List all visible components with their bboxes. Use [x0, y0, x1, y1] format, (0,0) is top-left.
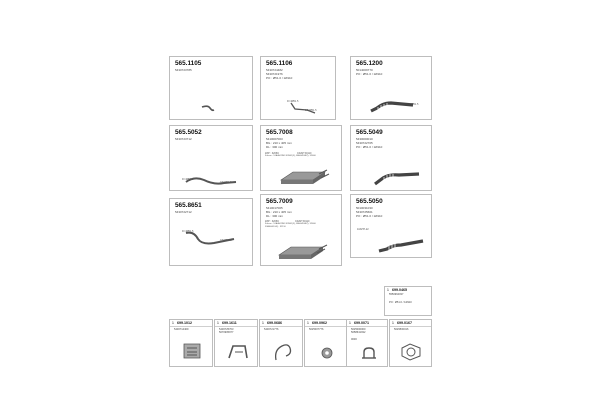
small-part-card-699-0071 [346, 319, 388, 367]
dimension-label: 1Ø4Ø51.5 [305, 109, 317, 112]
dimension-spec: BG : 210 x 405 mm [266, 210, 292, 214]
part-number: 5410017005 [266, 206, 283, 210]
rubber-mount-icon [319, 344, 335, 360]
part-code: 699.1611 [222, 320, 237, 325]
pipe-spec: PO : Ø51.0 / 1Ø110 [266, 76, 293, 80]
part-code: 565.1200 [356, 60, 383, 67]
fitment-label: ZZP : 32066 [265, 152, 279, 155]
dimension-spec: DL : 300 mm [266, 214, 284, 218]
qty-marker: 1 [392, 320, 394, 325]
part-number: 5430725601 [356, 210, 373, 214]
part-number: 5430724482 [266, 68, 283, 72]
part-code: 565.8651 [175, 202, 202, 209]
small-part-header [305, 320, 347, 327]
dimension-label: 1Ø4Ø51.5 [220, 239, 232, 242]
dimension-label: DI 4Ø51.5 [287, 100, 299, 103]
part-card-565-7008 [260, 125, 342, 191]
part-number: 0030 [351, 338, 357, 341]
muffler-drawing [277, 237, 331, 263]
part-card-565-5049 [350, 125, 432, 191]
part-number: 5025000000 [351, 328, 366, 331]
fitment-label: CDAP 50110 [297, 152, 312, 155]
dimension-label: DI 4Ø51.5 [407, 103, 419, 106]
part-number: 5430721776 [264, 328, 279, 331]
dimension-spec: BG : 210 x 405 mm [266, 141, 292, 145]
tailpipe-drawing [200, 102, 220, 114]
part-card-565-1200 [350, 56, 432, 120]
part-card-565-5050 [350, 194, 432, 258]
dimension-label: DI 4Ø51.5 [182, 178, 194, 181]
part-code: 699.0962 [312, 320, 327, 325]
part-code: 565.1106 [266, 60, 293, 67]
part-code: 565.5049 [356, 129, 383, 136]
dimension-spec: DL : 300 mm [266, 145, 284, 149]
small-part-card-699-1012 [169, 319, 213, 367]
part-code: 565.1105 [175, 60, 202, 67]
small-part-header [260, 320, 302, 327]
bracket-icon [182, 340, 202, 362]
part-number: 5430721976 [266, 72, 283, 76]
part-number: 5430000010 [356, 137, 373, 141]
part-number: 5070905977 [219, 331, 234, 334]
part-number: 5058641932 [351, 331, 366, 334]
part-number: 5410007003 [266, 137, 283, 141]
small-part-header [347, 320, 387, 327]
small-part-header [390, 320, 431, 327]
pipe-spec: PO : Ø51.0 / 1Ø110 [356, 214, 383, 218]
part-card-565-8651 [169, 198, 253, 266]
part-card-565-1106 [260, 56, 336, 120]
part-code: 699.1012 [177, 320, 192, 325]
small-part-card-699-0962 [304, 319, 348, 367]
part-code: 565.7009 [266, 198, 293, 205]
muffler-drawing [279, 164, 331, 188]
fitment-label: ZZP : 32066 [265, 220, 279, 223]
part-card-565-5052 [169, 125, 253, 191]
part-number: 5029500016 [394, 328, 409, 331]
part-card-565-1105 [169, 56, 253, 120]
part-code: 565.7008 [266, 129, 293, 136]
small-part-header [170, 320, 212, 327]
dimension-label: 1Ø4Ø51.5 [220, 181, 232, 184]
part-number: 5430723712 [175, 137, 192, 141]
qty-marker: 1 [172, 320, 174, 325]
pipe-drawing [289, 101, 319, 117]
dimension-label: 10AHH-22 [357, 228, 369, 231]
pipe-spec: PO : Ø51.0 / 1Ø110 [356, 145, 383, 149]
part-number: 5430714409 [174, 328, 189, 331]
pipe-drawing [184, 174, 240, 188]
flex-pipe-drawing [373, 166, 423, 188]
part-number: 5025007776 [309, 328, 324, 331]
part-code: 565.5052 [175, 129, 202, 136]
part-number: 5010031030 [356, 206, 373, 210]
small-part-card-699-1611 [214, 319, 258, 367]
part-code: 565.5050 [356, 198, 383, 205]
small-part-header [215, 320, 257, 327]
gasket-icon [400, 342, 422, 362]
fitment-label: 32A4H41GX) : 32110 [265, 226, 286, 228]
part-number: 5430723785 [175, 68, 192, 72]
pipe-spec: PO : Ø51.0 / 1Ø110 [356, 72, 383, 76]
small-part-card-699-0686 [259, 319, 303, 367]
part-code: 699.0167 [397, 320, 412, 325]
pipe-spec: PO : Ø51.0 / 1Ø110 [389, 301, 412, 304]
qty-marker: 1 [307, 320, 309, 325]
part-code: 699.0686 [267, 320, 282, 325]
dimension-label: DI 4Ø51.5 [182, 230, 194, 233]
part-card-699-0465 [384, 286, 432, 316]
qty-marker: 1 [387, 288, 389, 292]
part-code: 699.0071 [354, 320, 369, 325]
pipe-drawing [184, 229, 240, 249]
fitment-label: Fulcon : 51A4H23N3 52B41(3), 86H4ØGRZ), 32066 [265, 155, 316, 157]
mounting-bracket-icon [227, 342, 249, 362]
flex-pipe-drawing [369, 93, 419, 117]
clamp-icon [361, 346, 377, 362]
part-number: 5430722705 [356, 141, 373, 145]
part-code: 699.0465 [392, 288, 407, 292]
qty-marker: 1 [217, 320, 219, 325]
part-number: 5014009770 [356, 68, 373, 72]
qty-marker: 1 [262, 320, 264, 325]
qty-marker: 1 [349, 320, 351, 325]
part-number: 5430722712 [175, 210, 192, 214]
part-number: 5430725703 [219, 328, 234, 331]
fitment-label: CDAP 50110 [295, 220, 310, 223]
hanger-rod-icon [272, 340, 294, 362]
small-part-card-699-0167 [389, 319, 432, 367]
flex-pipe-drawing [377, 231, 427, 255]
part-card-565-7009 [260, 194, 342, 266]
part-number: 5550964037 [389, 293, 404, 296]
fitment-label: Fulcon : 51A4H23N3 52B41(3), 86H4ØGRZ), 32066 [265, 223, 316, 225]
